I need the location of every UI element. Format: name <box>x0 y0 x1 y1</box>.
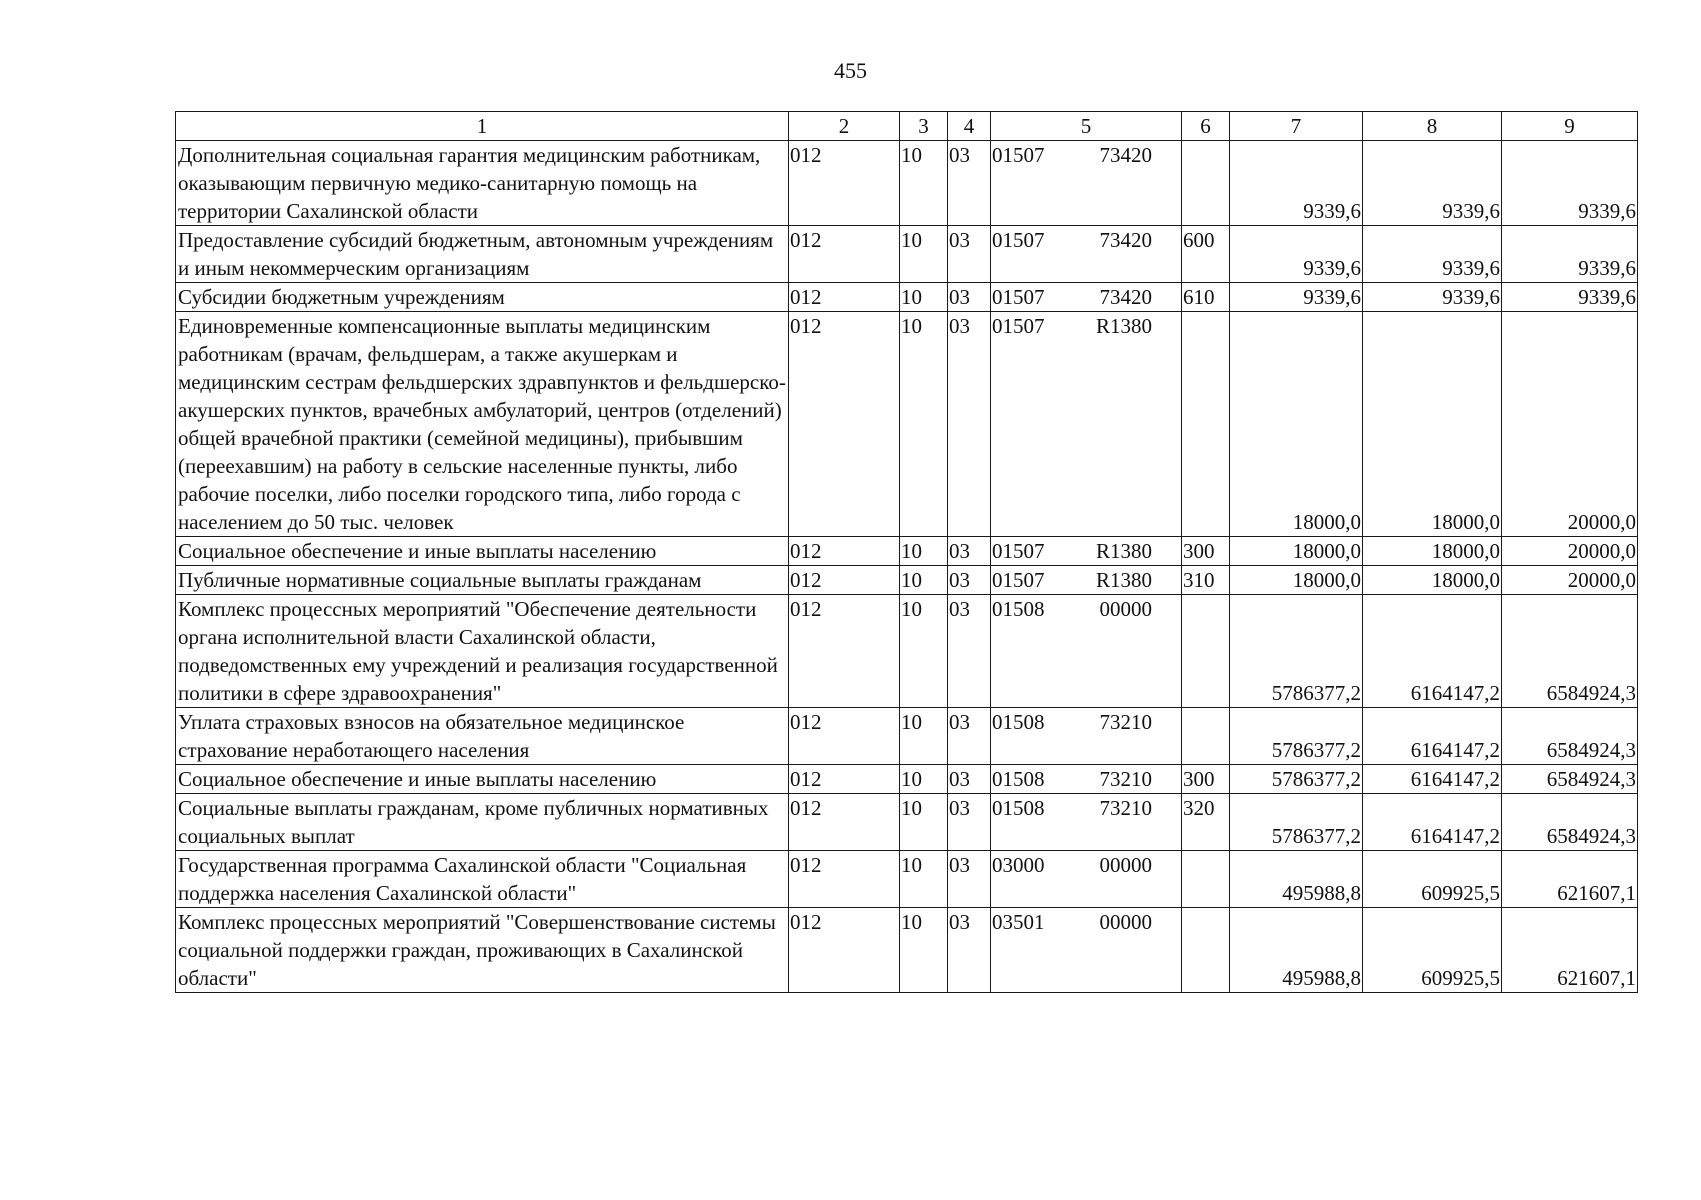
row-code-5-direction: 73210 <box>1099 796 1152 820</box>
row-code-2: 012 <box>789 537 900 566</box>
row-code-5 <box>991 283 1182 312</box>
row-code-5-program: 01507 <box>992 539 1045 563</box>
table-row <box>176 595 1638 708</box>
row-value-8: 609925,5 <box>1363 908 1502 993</box>
row-code-3: 10 <box>900 794 948 851</box>
row-value-9: 6584924,3 <box>1502 595 1638 708</box>
row-code-5 <box>991 312 1182 537</box>
table-row <box>176 537 1638 566</box>
row-code-5-direction: 00000 <box>1099 910 1152 934</box>
row-name: Социальное обеспечение и иные выплаты населению <box>176 537 789 566</box>
row-code-5 <box>991 226 1182 283</box>
row-name: Дополнительная социальная гарантия медицинским работникам, оказывающим первичную медико-санитарную помощь на территории Сахалинской области <box>176 141 789 226</box>
row-code-6 <box>1182 908 1230 993</box>
row-value-8: 609925,5 <box>1363 851 1502 908</box>
row-code-4: 03 <box>948 283 991 312</box>
row-code-2: 012 <box>789 226 900 283</box>
row-code-4: 03 <box>948 537 991 566</box>
row-value-9: 9339,6 <box>1502 283 1638 312</box>
row-name: Социальное обеспечение и иные выплаты населению <box>176 765 789 794</box>
row-code-5 <box>991 708 1182 765</box>
row-value-9: 20000,0 <box>1502 566 1638 595</box>
row-code-5 <box>991 851 1182 908</box>
row-code-5-program: 01508 <box>992 710 1045 734</box>
row-code-5-program: 01507 <box>992 228 1045 252</box>
row-code-5 <box>991 794 1182 851</box>
row-value-7: 5786377,2 <box>1230 595 1363 708</box>
row-code-5-direction: 73420 <box>1099 143 1152 167</box>
row-code-5-direction: 73210 <box>1099 767 1152 791</box>
table-row <box>176 141 1638 226</box>
row-code-4: 03 <box>948 708 991 765</box>
row-code-3: 10 <box>900 283 948 312</box>
row-code-6 <box>1182 595 1230 708</box>
row-code-5-program: 01507 <box>992 285 1045 309</box>
row-name: Субсидии бюджетным учреждениям <box>176 283 789 312</box>
row-code-5 <box>991 595 1182 708</box>
header-col-3: 3 <box>900 112 948 141</box>
row-code-5-direction: R1380 <box>1095 539 1152 563</box>
row-name: Социальные выплаты гражданам, кроме публичных нормативных социальных выплат <box>176 794 789 851</box>
row-code-5-direction: 73420 <box>1099 285 1152 309</box>
row-code-5-direction: 00000 <box>1099 853 1152 877</box>
row-value-9: 9339,6 <box>1502 226 1638 283</box>
row-code-5-program: 03501 <box>992 910 1045 934</box>
row-value-7: 5786377,2 <box>1230 765 1363 794</box>
row-code-3: 10 <box>900 226 948 283</box>
row-value-7: 495988,8 <box>1230 851 1363 908</box>
row-code-2: 012 <box>789 794 900 851</box>
row-code-3: 10 <box>900 851 948 908</box>
row-code-6: 310 <box>1182 566 1230 595</box>
header-col-7: 7 <box>1230 112 1363 141</box>
table-row <box>176 908 1638 993</box>
row-code-6 <box>1182 312 1230 537</box>
row-code-5-direction: 00000 <box>1099 597 1152 621</box>
row-name: Комплекс процессных мероприятий "Совершенствование системы социальной поддержки граждан, проживающих в Сахалинской области" <box>176 908 789 993</box>
row-code-4: 03 <box>948 312 991 537</box>
row-code-4: 03 <box>948 226 991 283</box>
row-code-4: 03 <box>948 765 991 794</box>
row-code-5 <box>991 141 1182 226</box>
row-name: Государственная программа Сахалинской области "Социальная поддержка населения Сахалинской области" <box>176 851 789 908</box>
header-col-8: 8 <box>1363 112 1502 141</box>
row-code-2: 012 <box>789 283 900 312</box>
row-code-6 <box>1182 141 1230 226</box>
row-value-9: 9339,6 <box>1502 141 1638 226</box>
table-row <box>176 283 1638 312</box>
row-code-6 <box>1182 708 1230 765</box>
row-code-5 <box>991 566 1182 595</box>
row-code-4: 03 <box>948 566 991 595</box>
row-code-6 <box>1182 851 1230 908</box>
row-value-7: 5786377,2 <box>1230 708 1363 765</box>
row-code-6: 600 <box>1182 226 1230 283</box>
row-code-4: 03 <box>948 141 991 226</box>
row-value-9: 6584924,3 <box>1502 794 1638 851</box>
table-row <box>176 765 1638 794</box>
header-col-4: 4 <box>948 112 991 141</box>
row-code-5-direction: R1380 <box>1095 314 1152 338</box>
row-value-8: 9339,6 <box>1363 283 1502 312</box>
row-code-2: 012 <box>789 595 900 708</box>
row-value-8: 6164147,2 <box>1363 708 1502 765</box>
row-name: Публичные нормативные социальные выплаты гражданам <box>176 566 789 595</box>
row-code-5-program: 01508 <box>992 796 1045 820</box>
row-name: Предоставление субсидий бюджетным, автономным учреждениям и иным некоммерческим организациям <box>176 226 789 283</box>
row-value-8: 6164147,2 <box>1363 595 1502 708</box>
row-code-4: 03 <box>948 908 991 993</box>
row-code-5 <box>991 537 1182 566</box>
row-name: Уплата страховых взносов на обязательное медицинское страхование неработающего населения <box>176 708 789 765</box>
header-col-6: 6 <box>1182 112 1230 141</box>
row-value-7: 495988,8 <box>1230 908 1363 993</box>
row-code-5-program: 03000 <box>992 853 1045 877</box>
row-value-7: 9339,6 <box>1230 141 1363 226</box>
row-code-5-program: 01508 <box>992 597 1045 621</box>
table-body <box>176 141 1638 993</box>
row-code-5-direction: 73420 <box>1099 228 1152 252</box>
table-row <box>176 566 1638 595</box>
table-row <box>176 851 1638 908</box>
header-col-1: 1 <box>176 112 789 141</box>
row-code-5-program: 01508 <box>992 767 1045 791</box>
row-code-3: 10 <box>900 765 948 794</box>
row-value-9: 6584924,3 <box>1502 765 1638 794</box>
row-code-3: 10 <box>900 708 948 765</box>
row-value-7: 18000,0 <box>1230 537 1363 566</box>
row-code-6: 610 <box>1182 283 1230 312</box>
row-code-5-program: 01507 <box>992 568 1045 592</box>
header-row <box>176 112 1638 141</box>
row-code-2: 012 <box>789 141 900 226</box>
row-code-2: 012 <box>789 312 900 537</box>
table-row <box>176 794 1638 851</box>
header-col-5: 5 <box>991 112 1182 141</box>
row-value-8: 9339,6 <box>1363 226 1502 283</box>
row-value-7: 9339,6 <box>1230 283 1363 312</box>
row-value-8: 6164147,2 <box>1363 794 1502 851</box>
row-code-2: 012 <box>789 908 900 993</box>
row-code-5-direction: 73210 <box>1099 710 1152 734</box>
row-value-8: 9339,6 <box>1363 141 1502 226</box>
row-code-4: 03 <box>948 851 991 908</box>
row-code-5-program: 01507 <box>992 143 1045 167</box>
row-code-3: 10 <box>900 141 948 226</box>
row-value-8: 18000,0 <box>1363 566 1502 595</box>
header-col-9: 9 <box>1502 112 1638 141</box>
table-row <box>176 226 1638 283</box>
table-row <box>176 312 1638 537</box>
row-name: Единовременные компенсационные выплаты медицинским работникам (врачам, фельдшерам, а также акушеркам и медицинским сестрам фельдшерских здравпунктов и фельдшерско-акушерских пунктов, врачебных амбулаторий, центров (отделений) общей врачебной практики (семейной медицины), прибывшим (переехавшим) на работу в сельские населенные пункты, либо рабочие поселки, либо поселки городского типа, либо города с населением до 50 тыс. человек <box>176 312 789 537</box>
row-value-8: 18000,0 <box>1363 312 1502 537</box>
row-value-8: 6164147,2 <box>1363 765 1502 794</box>
row-code-5-direction: R1380 <box>1095 568 1152 592</box>
row-code-2: 012 <box>789 765 900 794</box>
row-code-3: 10 <box>900 537 948 566</box>
row-code-2: 012 <box>789 708 900 765</box>
row-value-9: 621607,1 <box>1502 908 1638 993</box>
row-name: Комплекс процессных мероприятий "Обеспечение деятельности органа исполнительной власти Сахалинской области, подведомственных ему учреждений и реализация государственной политики в сфере здравоохранения" <box>176 595 789 708</box>
row-value-7: 18000,0 <box>1230 566 1363 595</box>
table-row <box>176 708 1638 765</box>
row-code-6: 320 <box>1182 794 1230 851</box>
row-code-5 <box>991 908 1182 993</box>
row-value-7: 5786377,2 <box>1230 794 1363 851</box>
row-code-3: 10 <box>900 312 948 537</box>
row-code-4: 03 <box>948 595 991 708</box>
row-code-5-program: 01507 <box>992 314 1045 338</box>
header-col-2: 2 <box>789 112 900 141</box>
row-value-9: 6584924,3 <box>1502 708 1638 765</box>
row-code-3: 10 <box>900 566 948 595</box>
row-code-6: 300 <box>1182 537 1230 566</box>
page-number: 455 <box>834 58 867 83</box>
row-code-3: 10 <box>900 595 948 708</box>
row-value-7: 9339,6 <box>1230 226 1363 283</box>
row-code-4: 03 <box>948 794 991 851</box>
row-value-7: 18000,0 <box>1230 312 1363 537</box>
row-code-5 <box>991 765 1182 794</box>
row-code-2: 012 <box>789 566 900 595</box>
row-code-2: 012 <box>789 851 900 908</box>
row-code-6: 300 <box>1182 765 1230 794</box>
row-value-9: 20000,0 <box>1502 312 1638 537</box>
row-value-9: 20000,0 <box>1502 537 1638 566</box>
row-code-3: 10 <box>900 908 948 993</box>
budget-table <box>175 111 1638 993</box>
row-value-9: 621607,1 <box>1502 851 1638 908</box>
row-value-8: 18000,0 <box>1363 537 1502 566</box>
